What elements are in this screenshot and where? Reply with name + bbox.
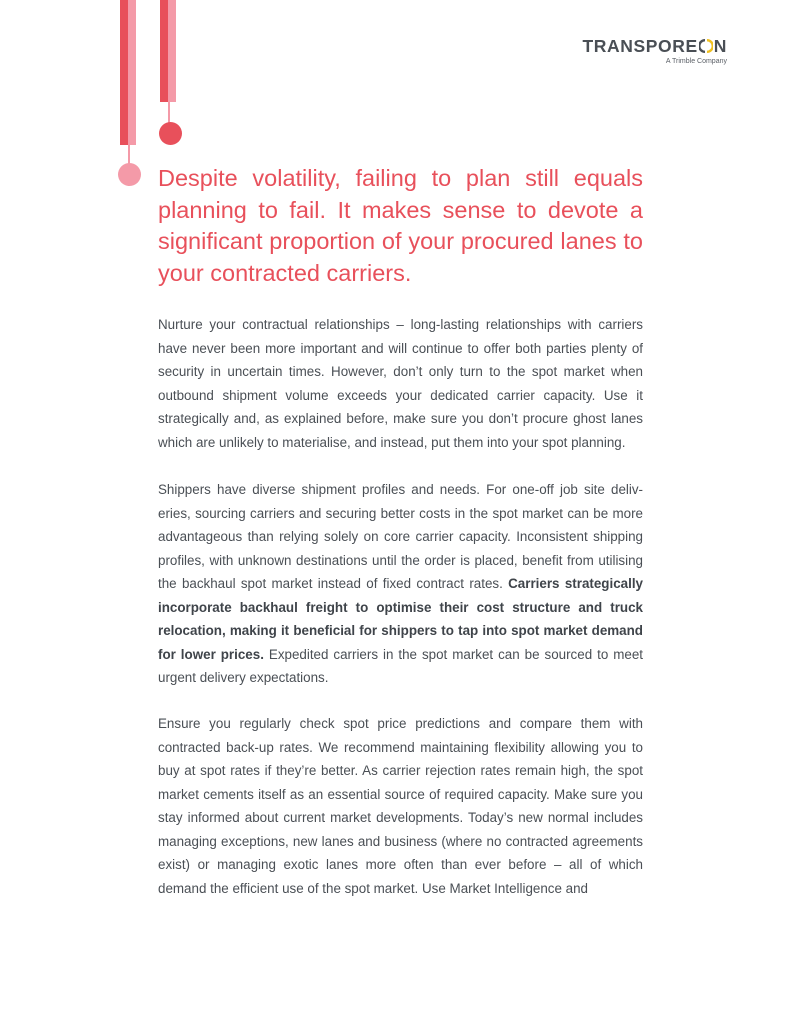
- logo-o-icon: [699, 37, 713, 51]
- decor-bar-pink-right: [168, 0, 176, 102]
- logo-tagline: A Trimble Company: [665, 58, 727, 65]
- decor-dot-pink: [118, 163, 141, 186]
- body-paragraph-1: Nurture your contractual relationships – long-lasting relationships with carriers have never been more important and will continue to offer both parties plenty of security in uncertain times. However, don’t only turn to the spot market when outbound shipment volume exceeds your dedicated carrier capacity. Use it strategically and, as explained before, make sure you don’t procure ghost lanes which are unlikely to materialise, and instead, put them into your spot planning.: [158, 317, 643, 450]
- paragraph-2-text-start: Shippers have diverse shipment profiles and needs. For one-off job site deliv-eries, sourcing carriers and securing better costs in the spot market can be more advantageous than relying solely on core carrier capacity. Inconsistent shipping profiles, with unknown destinations until the order is placed, benefit from utilising the backhaul spot market instead of fixed contract rates.: [158, 482, 643, 591]
- brand-logo: [577, 36, 727, 66]
- logo-wordmark: [577, 36, 727, 56]
- paragraph-2-bold-text: Carriers strategically incorporate backhaul freight to optimise their cost structure and truck relocation, making it beneficial for shippers to tap into spot market demand for lower prices.: [158, 576, 643, 662]
- decor-bar-red-left: [120, 0, 128, 145]
- decor-bar-pink-left: [128, 0, 136, 145]
- decor-line-left: [128, 145, 130, 165]
- paragraph-2-text-end: Expedited carriers in the spot market can be sourced to meet urgent delivery expectations.: [158, 646, 644, 685]
- decor-bar-red-right: [160, 0, 168, 102]
- body-paragraph-3: Ensure you regularly check spot price predictions and compare them with contracted back-up rates. We recommend maintaining flexibility allowing you to buy at spot rates if they’re better. As carrier rejection rates remain high, the spot market cements itself as an essential source of required capacity. Make sure you stay informed about current market developments. Today’s new normal includes managing exceptions, new lanes and business (where no contracted agreements exist) or managing exotic lanes more often than ever before – all of which demand the efficient use of the spot market. Use Market Intelligence and: [158, 716, 643, 896]
- pull-quote-headline: Despite volatility, failing to plan still equals planning to fail. It makes sense to devote a significant proportion of your procured lanes to your contracted carriers.: [158, 165, 643, 286]
- logo-text-part1: TRANSPORE: [582, 36, 698, 56]
- body-paragraph-2: [158, 478, 643, 690]
- decor-dot-red: [159, 122, 182, 145]
- decor-line-right: [168, 102, 170, 124]
- logo-text-part2: N: [713, 36, 727, 56]
